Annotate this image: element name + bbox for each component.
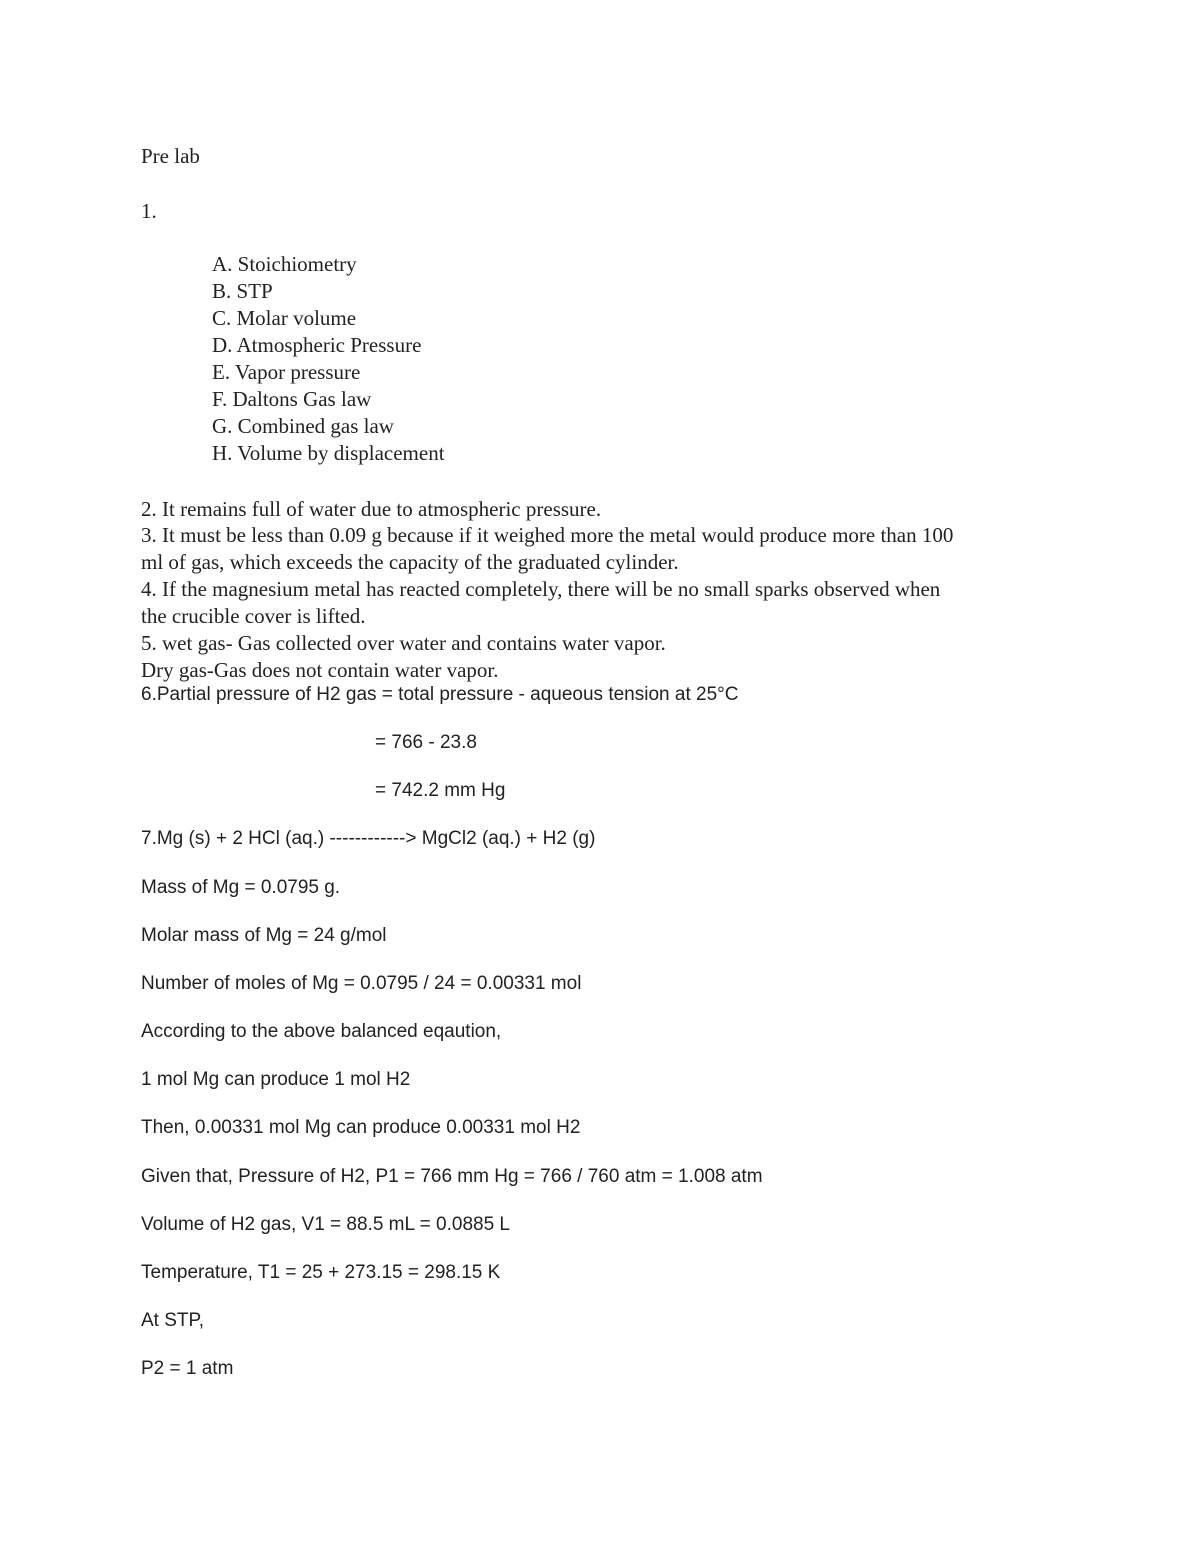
mole-ratio: 1 mol Mg can produce 1 mol H2 [141,1069,411,1090]
answer-5-line-1: 5. wet gas- Gas collected over water and contains water vapor. [141,631,666,655]
temperature-t1: Temperature, T1 = 25 + 273.15 = 298.15 K [141,1262,501,1283]
at-stp: At STP, [141,1310,205,1331]
molar-mass-of-mg: Molar mass of Mg = 24 g/mol [141,925,387,946]
then-text: Then, 0.00331 mol Mg can produce 0.00331 mol H2 [141,1117,581,1138]
pressure-p2: P2 = 1 atm [141,1358,234,1379]
list-item: D. Atmospheric Pressure [212,333,422,357]
list-item: F. Daltons Gas law [212,387,372,411]
list-item: G. Combined gas law [212,414,394,438]
answer-4-line-2: the crucible cover is lifted. [141,604,366,628]
answer-3-line-1: 3. It must be less than 0.09 g because if it weighed more the metal would produce more than 100 [141,523,954,547]
question-6-line-3: = 742.2 mm Hg [375,780,506,801]
answer-2: 2. It remains full of water due to atmospheric pressure. [141,497,602,521]
according-text: According to the above balanced eqaution, [141,1021,502,1042]
list-item: C. Molar volume [212,306,357,330]
question-6-line-2: = 766 - 23.8 [375,732,477,753]
answer-3-line-2: ml of gas, which exceeds the capacity of the graduated cylinder. [141,550,679,574]
list-item: H. Volume by displacement [212,441,445,465]
pressure-p1: Given that, Pressure of H2, P1 = 766 mm Hg = 766 / 760 atm = 1.008 atm [141,1166,763,1187]
mass-of-mg: Mass of Mg = 0.0795 g. [141,877,341,898]
question-1-number: 1. [141,199,157,223]
moles-of-mg: Number of moles of Mg = 0.0795 / 24 = 0.00331 mol [141,973,582,994]
question-7-equation: 7.Mg (s) + 2 HCl (aq.) ------------> MgCl2 (aq.) + H2 (g) [141,828,596,849]
list-item: B. STP [212,279,273,303]
page-title: Pre lab [141,144,200,168]
volume-v1: Volume of H2 gas, V1 = 88.5 mL = 0.0885 L [141,1214,510,1235]
answer-4-line-1: 4. If the magnesium metal has reacted completely, there will be no small sparks observed when [141,577,941,601]
list-item: E. Vapor pressure [212,360,361,384]
answer-5-line-2: Dry gas-Gas does not contain water vapor. [141,658,499,682]
list-item: A. Stoichiometry [212,252,357,276]
question-6-line-1: 6.Partial pressure of H2 gas = total pressure - aqueous tension at 25°C [141,684,739,705]
